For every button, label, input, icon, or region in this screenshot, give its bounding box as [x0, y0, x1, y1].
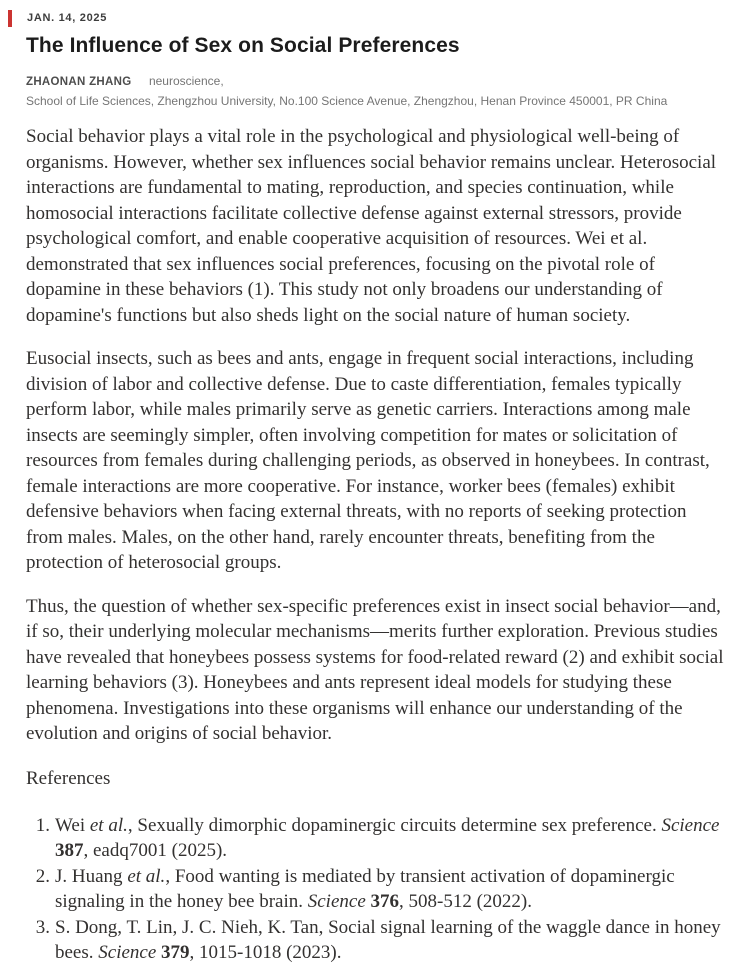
reference-number: 1.	[35, 814, 50, 836]
reference-item	[26, 864, 727, 915]
reference-text: S. Dong, T. Lin, J. C. Nieh, K. Tan, Social signal learning of the waggle dance in honey bees. Science 379, 1015-1018 (2023).	[55, 916, 721, 963]
reference-item	[26, 813, 727, 864]
article-date: JAN. 14, 2025	[27, 12, 108, 24]
topic-label: neuroscience,	[148, 74, 224, 88]
paragraph: Eusocial insects, such as bees and ants, engage in frequent social interactions, including division of labor and collective defense. Due to caste differentiation, females typically perform labor, while males primarily serve as genetic carriers. Interactions among male insects are seemingly simpler, often involving competition for mates or solicitation of resources from females during challenging periods, as observed in honeybees. In contrast, female interactions are more cooperative. For instance, worker bees (females) exhibit defensive behaviors when facing external threats, with no reports of seeking protection from males. Males, on the other hand, rarely encounter threats, benefiting from the protection of heterosocial groups.	[26, 348, 710, 573]
reference-item	[26, 915, 727, 966]
reference-text: Wei et al., Sexually dimorphic dopaminergic circuits determine sex preference. Science 387, eadq7001 (2025).	[55, 814, 720, 861]
references-heading: References	[26, 767, 111, 789]
article-body	[26, 124, 727, 747]
paragraph: Social behavior plays a vital role in the psychological and physiological well-being of organisms. However, whether sex influences social behavior remains unclear. Heterosocial interactions are fundamental to mating, reproduction, and species continuation, while homosocial interactions facilitate collective defense against external stressors, provide psychological comfort, and enable cooperative acquisition of resources. Wei et al. demonstrated that sex influences social preferences, focusing on the pivotal role of dopamine in these behaviors (1). This study not only broadens our understanding of dopamine's functions but also sheds light on the social nature of human society.	[26, 126, 717, 326]
paragraph: Thus, the question of whether sex-specific preferences exist in insect social behavior—and, if so, their underlying molecular mechanisms—merits further exploration. Previous studies have revealed that honeybees possess systems for food-related reward (2) and exhibit social learning behaviors (3). Honeybees and ants represent ideal models for studying these phenomena. Investigations into these organisms will enhance our understanding of the evolution and origins of social behavior.	[26, 595, 724, 744]
reference-text: J. Huang et al., Food wanting is mediated by transient activation of dopaminergic signaling in the honey bee brain. Science 376, 508-512 (2022).	[55, 865, 675, 912]
references-section	[26, 768, 727, 966]
byline	[26, 74, 727, 89]
accent-bar	[8, 10, 12, 27]
author-affiliation: School of Life Sciences, Zhengzhou University, No.100 Science Avenue, Zhengzhou, Henan Province 450001, PR China	[26, 94, 668, 108]
reference-number: 2.	[35, 865, 50, 887]
author-name: ZHAONAN ZHANG	[26, 76, 132, 88]
article-header	[26, 12, 727, 108]
references-list	[26, 813, 727, 966]
article-title: The Influence of Sex on Social Preferences	[26, 34, 460, 57]
reference-number: 3.	[35, 916, 50, 938]
